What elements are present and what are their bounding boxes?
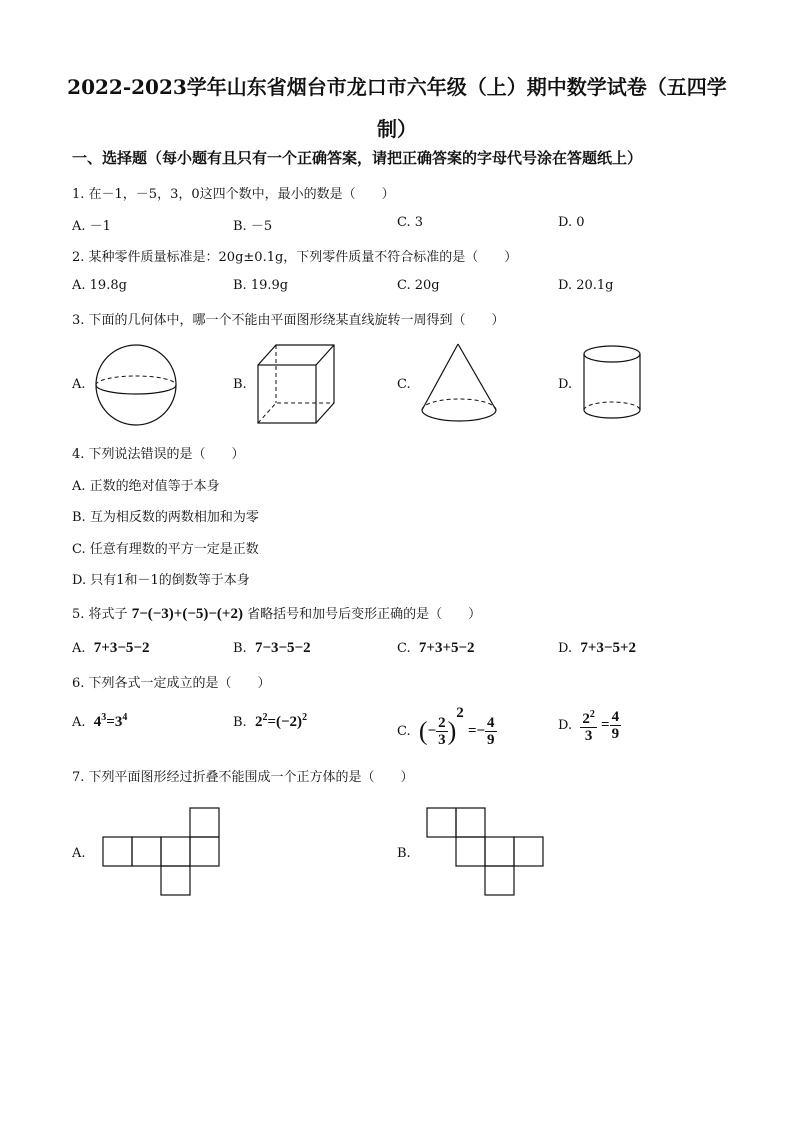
q4-option-a[interactable]: A. 正数的绝对值等于本身 — [72, 479, 220, 494]
section-heading: 一、选择题（每小题有且只有一个正确答案，请把正确答案的字母代号涂在答题纸上） — [72, 149, 643, 167]
q2-option-b[interactable]: B. 19.9g — [233, 278, 289, 293]
q6-option-a[interactable] — [72, 712, 127, 731]
q3-label-c[interactable]: C. — [397, 377, 411, 392]
q4-option-d[interactable]: D. 只有1和－1的倒数等于本身 — [72, 573, 250, 588]
q3-label-a[interactable]: A. — [72, 377, 86, 392]
question-3-stem: 3. 下面的几何体中，哪一个不能由平面图形绕某直线旋转一周得到（ ） — [72, 313, 505, 328]
q5-label-a: A. — [72, 641, 86, 656]
q3-label-d[interactable]: D. — [558, 377, 573, 392]
q5-expression: 7−(−3)+(−5)−(+2) — [131, 606, 243, 622]
question-4-stem: 4. 下列说法错误的是（ ） — [72, 447, 245, 462]
q7-label-b[interactable]: B. — [397, 846, 411, 861]
q1-option-d[interactable]: D. 0 — [558, 215, 585, 230]
q1-option-b[interactable]: B. －5 — [233, 219, 273, 234]
q5-expr-d: 7+3−5+2 — [580, 640, 637, 656]
q6-expr-a: $4^3=3^4$ — [93, 712, 128, 730]
cone-figure — [420, 342, 500, 426]
q2-option-a[interactable]: A. 19.8g — [72, 278, 127, 293]
question-6-stem: 6. 下列各式一定成立的是（ ） — [72, 676, 271, 691]
q5-expr-b: 7−3−5−2 — [254, 640, 311, 656]
q5-label-c: C. — [397, 641, 411, 656]
q6-label-b: B. — [233, 715, 247, 730]
q6-label-c: C. — [397, 724, 411, 739]
q2-option-d[interactable]: D. 20.1g — [558, 278, 614, 293]
q1-option-c[interactable]: C. 3 — [397, 215, 424, 230]
q5-label-b: B. — [233, 641, 247, 656]
cube-net-a — [102, 807, 222, 897]
q5-option-a[interactable] — [72, 640, 149, 657]
q1-option-a[interactable]: A. －1 — [72, 219, 111, 234]
q6-expr-b: $2^2=(-2)^2$ — [254, 712, 308, 730]
cube-net-b — [426, 807, 546, 897]
question-5-stem — [72, 603, 481, 623]
q6-option-b[interactable] — [233, 712, 307, 731]
question-2-stem: 2. 某种零件质量标准是：20g±0.1g，下列零件质量不符合标准的是（ ） — [72, 250, 518, 265]
q5-option-d[interactable] — [558, 640, 636, 657]
q5-label-d: D. — [558, 641, 573, 656]
q7-label-a[interactable]: A. — [72, 846, 86, 861]
cylinder-figure — [582, 344, 644, 428]
q5-stem-prefix: 5. 将式子 — [72, 607, 128, 622]
q3-label-b[interactable]: B. — [233, 377, 247, 392]
q6-label-d: D. — [558, 718, 573, 733]
q6-option-c[interactable]: C. (− $\frac{2}{3}$ )$^2$ =− $\frac{4}{9}$ — [397, 705, 495, 748]
q6-option-d[interactable]: D. $\frac{2^2}{3}$ = $\frac{4}{9}$ — [558, 709, 620, 744]
sphere-figure — [94, 343, 178, 427]
cube-figure — [256, 343, 336, 425]
q6-d-fraction: $\frac{2^2}{3}$ — [582, 709, 595, 744]
q6-label-a: A. — [72, 715, 86, 730]
q5-option-b[interactable] — [233, 640, 311, 657]
q6-d-result: $\frac{4}{9}$ — [611, 709, 620, 742]
question-7-stem: 7. 下列平面图形经过折叠不能围成一个正方体的是（ ） — [72, 770, 414, 785]
exam-title: 2022-2023学年山东省烟台市龙口市六年级（上）期中数学试卷（五四学制） — [67, 75, 727, 141]
q5-option-c[interactable] — [397, 640, 475, 657]
question-1-stem: 1. 在－1，－5，3，0这四个数中，最小的数是（ ） — [72, 187, 395, 202]
q6-c-result: $\frac{4}{9}$ — [487, 715, 495, 748]
q5-expr-a: 7+3−5−2 — [93, 640, 150, 656]
q4-option-b[interactable]: B. 互为相反数的两数相加和为零 — [72, 510, 259, 525]
q2-option-c[interactable]: C. 20g — [397, 278, 440, 293]
q5-stem-suffix: 省略括号和加号后变形正确的是（ ） — [247, 607, 482, 622]
q6-c-fraction: $\frac{2}{3}$ — [438, 715, 446, 748]
q5-expr-c: 7+3+5−2 — [418, 640, 475, 656]
q4-option-c[interactable]: C. 任意有理数的平方一定是正数 — [72, 542, 259, 557]
